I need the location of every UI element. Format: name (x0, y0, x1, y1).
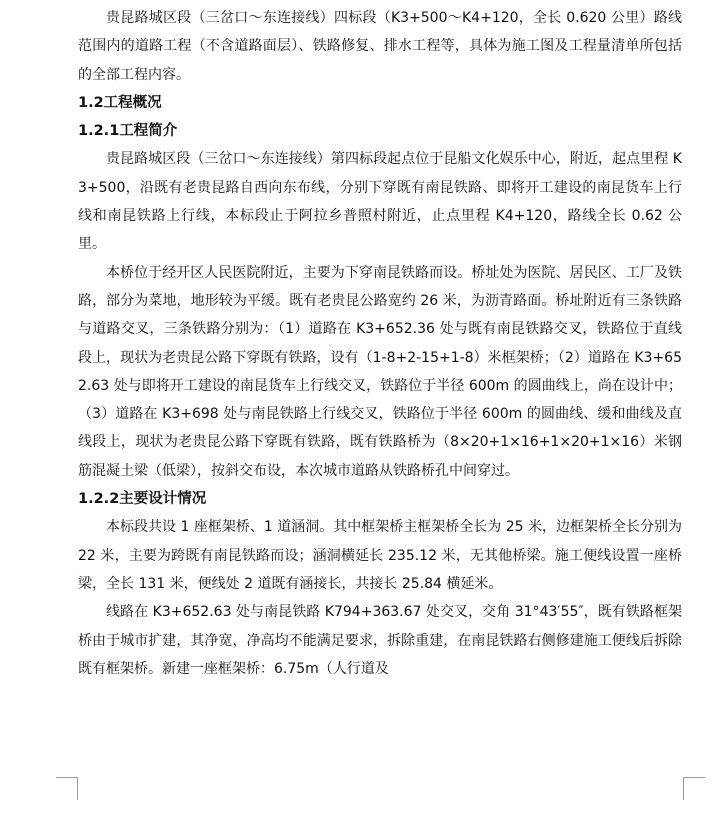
corner-mark-left-horizontal (56, 777, 78, 778)
heading-project-introduction: 1.2.1工程简介 (78, 123, 178, 140)
heading-main-design: 1.2.2主要设计情况 (78, 491, 207, 508)
heading-project-overview: 1.2工程概况 (78, 94, 162, 111)
paragraph-structures: 本标段共设 1 座框架桥、1 道涵洞。其中框架桥主框架桥全长为 25 米，边框架桥全长分别为 22 米，主要为跨既有南昆铁路而设；涵洞横延长 235.12 米，无其他桥梁。施工便线设置一座桥梁，全长 131 米，便线处 2 道既有涵接长，共接长 25.84 横延米。 (78, 519, 682, 592)
paragraph-scope: 贵昆路城区段（三岔口～东连接线）四标段（K3+500～K4+120，全长 0.620 公里）路线范围内的道路工程（不含道路面层）、铁路修复、排水工程等，具体为施工图及工程量清单所包括的全部工程内容。 (78, 10, 682, 83)
corner-mark-right-horizontal (683, 777, 705, 778)
corner-mark-right-vertical (683, 777, 684, 800)
corner-mark-left-vertical (77, 777, 78, 800)
document-body (78, 4, 682, 683)
paragraph-route-description: 贵昆路城区段（三岔口～东连接线）第四标段起点位于昆船文化娱乐中心，附近，起点里程 K3+500，沿既有老贵昆路自西向东布线，分别下穿既有南昆铁路、即将开工建设的南昆货车上行线和南昆铁路上行线，本标段止于阿拉乡普照村附近，止点里程 K4+120，路线全长 0.62 公里。 (78, 151, 682, 253)
paragraph-bridge-location: 本桥位于经开区人民医院附近，主要为下穿南昆铁路而设。桥址处为医院、居民区、工厂及铁路，部分为菜地，地形较为平缓。既有老贵昆公路宽约 26 米，为沥青路面。桥址附近有三条铁路与道路交叉，三条铁路分别为：（1）道路在 K3+652.36 处与既有南昆铁路交叉，铁路位于直线段上，现状为老贵昆公路下穿既有铁路，设有（1-8+2-15+1-8）米框架桥；（2）道路在 K3+652.63 处与即将开工建设的南昆货车上行线交叉，铁路位于半径 600m 的圆曲线上，尚在设计中；（3）道路在 K3+698 处与南昆铁路上行线交叉，铁路位于半径 600m 的圆曲线、缓和曲线及直线段上，现状为老贵昆公路下穿既有铁路，既有铁路桥为（8×20+1×16+1×20+1×16）米钢筋混凝土梁（低梁），按斜交布设，本次城市道路从铁路桥孔中间穿过。 (78, 264, 682, 479)
paragraph-crossing: 线路在 K3+652.63 处与南昆铁路 K794+363.67 处交叉，交角 31°43′55″，既有铁路框架桥由于城市扩建，其净宽，净高均不能满足要求，拆除重建，在南昆铁路右侧修建施工便线后拆除既有框架桥。新建一座框架桥：6.75m（人行道及 (78, 604, 682, 677)
